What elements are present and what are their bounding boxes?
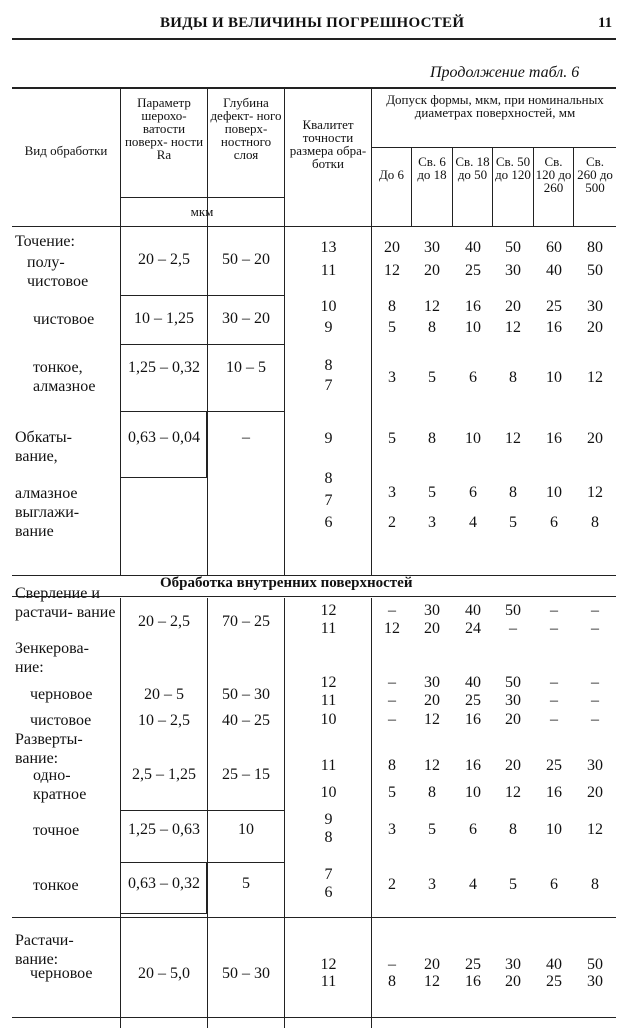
tol-value: – [550, 620, 558, 637]
tol-value: 12 [424, 298, 440, 315]
tol-value: 30 [587, 973, 603, 990]
tol-value: 20 [424, 620, 440, 637]
tol-value: 12 [424, 757, 440, 774]
row-label: чистовое [30, 712, 92, 729]
ra-value: 20 – 5,0 [138, 965, 190, 982]
tol-value: 30 [505, 956, 521, 973]
ra-value: 20 – 5 [144, 686, 184, 703]
tol-value: 50 [587, 956, 603, 973]
tol-value: 5 [388, 319, 396, 336]
grade: 11 [320, 973, 337, 990]
header-ra: Параметр шерохо- ватости поверх- ности Ra [124, 95, 204, 162]
grade: 6 [324, 514, 333, 531]
depth-value: – [242, 429, 250, 446]
tol-value: – [388, 711, 396, 728]
tol-value: 6 [469, 821, 477, 838]
grade: 12 [320, 956, 337, 973]
tol-value: 2 [388, 514, 396, 531]
header-type: Вид обработки [24, 143, 108, 158]
row-label: Зенкерова- ние: [15, 640, 89, 676]
tol-value: 5 [388, 430, 396, 447]
tol-value: – [388, 602, 396, 619]
tol-value: 3 [388, 821, 396, 838]
tol-value: – [550, 692, 558, 709]
depth-value: 50 – 30 [222, 965, 270, 982]
ra-value: 10 – 1,25 [134, 310, 194, 327]
grade: 10 [320, 298, 337, 315]
ra-value: 1,25 – 0,63 [128, 821, 200, 838]
grade: 7 [324, 492, 333, 509]
tol-value: 20 [505, 757, 521, 774]
tol-value: 8 [591, 876, 599, 893]
tol-value: 30 [424, 674, 440, 691]
ra-value: 0,63 – 0,04 [128, 429, 200, 446]
depth-value: 25 – 15 [222, 766, 270, 783]
grade: 8 [324, 470, 333, 487]
cell-box [120, 344, 285, 412]
header-rule [12, 38, 616, 40]
tol-value: – [509, 620, 517, 637]
header-dia: Св. 18 до 50 [455, 154, 490, 182]
row-label: черновое [30, 965, 93, 982]
header-unit: мкм [190, 204, 214, 219]
tol-value: 8 [428, 430, 436, 447]
tol-value: 5 [388, 784, 396, 801]
tol-value: 20 [424, 956, 440, 973]
ra-value: 2,5 – 1,25 [132, 766, 196, 783]
tol-value: 20 [424, 262, 440, 279]
tol-value: 30 [505, 262, 521, 279]
tol-value: – [550, 711, 558, 728]
tol-value: 16 [546, 784, 562, 801]
grade: 11 [320, 620, 337, 637]
tol-value: 25 [546, 973, 562, 990]
tol-value: 12 [424, 711, 440, 728]
row-label: точное [33, 822, 80, 839]
row-label: Разверты- вание: [15, 731, 83, 767]
tol-value: 8 [428, 784, 436, 801]
tol-value: – [388, 956, 396, 973]
tol-value: – [591, 674, 599, 691]
depth-value: 10 – 5 [226, 359, 266, 376]
table-bottom-rule [12, 1017, 616, 1018]
tol-value: 12 [384, 262, 400, 279]
tol-value: 24 [465, 620, 481, 637]
tol-value: – [591, 620, 599, 637]
tol-value: 5 [509, 876, 517, 893]
tol-value: 5 [428, 369, 436, 386]
grade: 7 [324, 377, 333, 394]
tol-value: 16 [465, 757, 481, 774]
tol-value: 8 [388, 298, 396, 315]
ra-value: 0,63 – 0,32 [128, 875, 200, 892]
tol-value: 20 [505, 973, 521, 990]
tol-value: 3 [388, 484, 396, 501]
header-tolerance: Допуск формы, мкм, при номинальных диаметрах поверхностей, мм [386, 92, 604, 120]
table-head-rule [12, 226, 616, 227]
tol-value: 2 [388, 876, 396, 893]
tolerance-rule [371, 147, 616, 148]
table-top-rule [12, 87, 616, 89]
row-label: алмазное выглажи- вание [15, 485, 80, 540]
tol-value: 6 [469, 369, 477, 386]
tol-value: 12 [587, 484, 603, 501]
tol-value: 25 [546, 757, 562, 774]
tol-value: 50 [505, 239, 521, 256]
tol-value: 50 [587, 262, 603, 279]
tol-value: 10 [546, 369, 562, 386]
tol-value: 30 [587, 757, 603, 774]
tol-value: 30 [424, 239, 440, 256]
tol-value: 5 [509, 514, 517, 531]
page-number: 11 [598, 15, 613, 31]
dia-line [411, 147, 412, 226]
grade: 12 [320, 602, 337, 619]
dia-line [573, 147, 574, 226]
tol-value: 40 [546, 956, 562, 973]
tol-value: 5 [428, 484, 436, 501]
tol-value: 12 [505, 430, 521, 447]
tol-value: – [388, 674, 396, 691]
tol-value: 80 [587, 239, 603, 256]
row-label: Растачи- вание: [15, 932, 74, 968]
tol-value: 6 [550, 514, 558, 531]
grade: 9 [324, 319, 333, 336]
grade: 7 [324, 866, 333, 883]
tol-value: 30 [424, 602, 440, 619]
tol-value: 8 [428, 319, 436, 336]
tol-value: 16 [546, 430, 562, 447]
header-grade: Квалитет точности размера обра- ботки [289, 117, 367, 171]
grade: 11 [320, 262, 337, 279]
depth-value: 30 – 20 [222, 310, 270, 327]
tol-value: 40 [465, 239, 481, 256]
row-label: черновое [30, 686, 93, 703]
tol-value: 10 [465, 319, 481, 336]
tol-value: 6 [550, 876, 558, 893]
row-label: полу- чистовое [27, 254, 89, 290]
tol-value: 30 [505, 692, 521, 709]
tol-value: 20 [505, 711, 521, 728]
tol-value: 12 [505, 319, 521, 336]
row-label: Обкаты- вание, [15, 429, 72, 465]
tol-value: 5 [428, 821, 436, 838]
tol-value: 16 [465, 973, 481, 990]
tol-value: 25 [465, 692, 481, 709]
tol-value: 12 [424, 973, 440, 990]
section-rule-mid [12, 917, 616, 918]
tol-value: 6 [469, 484, 477, 501]
continuation-label: Продолжение табл. 6 [430, 64, 580, 81]
tol-value: 12 [587, 369, 603, 386]
dia-line [533, 147, 534, 226]
header-dia: Св. 6 до 18 [417, 154, 447, 182]
tol-value: 4 [469, 514, 477, 531]
tol-value: – [550, 674, 558, 691]
row-label: Сверление и растачи- вание [15, 585, 116, 621]
tol-value: 16 [465, 711, 481, 728]
tol-value: 4 [469, 876, 477, 893]
tol-value: 8 [509, 821, 517, 838]
tol-value: 10 [546, 484, 562, 501]
tol-value: 8 [509, 484, 517, 501]
tol-value: – [591, 692, 599, 709]
running-title: ВИДЫ И ВЕЛИЧИНЫ ПОГРЕШНОСТЕЙ [160, 15, 465, 31]
tol-value: 16 [465, 298, 481, 315]
tol-value: 25 [465, 262, 481, 279]
ra-value: 20 – 2,5 [138, 251, 190, 268]
depth-value: 10 [238, 821, 254, 838]
ra-value: 10 – 2,5 [138, 712, 190, 729]
depth-value: 40 – 25 [222, 712, 270, 729]
tol-value: 40 [465, 674, 481, 691]
tol-value: 12 [587, 821, 603, 838]
grade: 11 [320, 757, 337, 774]
tol-value: 20 [587, 784, 603, 801]
grade: 12 [320, 674, 337, 691]
tol-value: – [591, 711, 599, 728]
tol-value: – [591, 602, 599, 619]
header-dia: До 6 [378, 167, 405, 182]
tol-value: 30 [587, 298, 603, 315]
grade: 10 [320, 711, 337, 728]
section-title: Обработка внутренних поверхностей [160, 575, 413, 591]
header-dia: Св. 50 до 120 [495, 154, 531, 182]
tol-value: 3 [428, 514, 436, 531]
row-label: тонкое, алмазное [33, 359, 96, 395]
grade: 6 [324, 884, 333, 901]
ra-value: 20 – 2,5 [138, 613, 190, 630]
depth-value: 70 – 25 [222, 613, 270, 630]
tol-value: 10 [465, 784, 481, 801]
header-dia: Св. 260 до 500 [577, 154, 613, 195]
tol-value: 12 [384, 620, 400, 637]
tol-value: 20 [505, 298, 521, 315]
tol-value: 25 [465, 956, 481, 973]
header-dia: Св. 120 до 260 [535, 154, 572, 195]
tol-value: 12 [505, 784, 521, 801]
tol-value: 20 [587, 430, 603, 447]
row-label: чистовое [33, 311, 95, 328]
ra-value: 1,25 – 0,32 [128, 359, 200, 376]
unit-rule [120, 197, 284, 198]
tol-value: 3 [428, 876, 436, 893]
grade: 9 [324, 430, 333, 447]
grade: 9 [324, 811, 333, 828]
grade: 8 [324, 829, 333, 846]
tol-value: 40 [465, 602, 481, 619]
row-label: Точение: [15, 233, 75, 250]
depth-value: 5 [242, 875, 250, 892]
grade: 11 [320, 692, 337, 709]
tol-value: 60 [546, 239, 562, 256]
dia-line [492, 147, 493, 226]
tol-value: – [550, 602, 558, 619]
row-label: одно- кратное [33, 767, 87, 803]
tol-value: 20 [384, 239, 400, 256]
tol-value: 8 [388, 973, 396, 990]
tol-value: 3 [388, 369, 396, 386]
tol-value: – [388, 692, 396, 709]
tol-value: 20 [424, 692, 440, 709]
tol-value: 50 [505, 674, 521, 691]
header-depth: Глубина дефект- ного поверх- ностного слоя [210, 95, 282, 162]
tol-value: 8 [388, 757, 396, 774]
tol-value: 10 [546, 821, 562, 838]
depth-value: 50 – 20 [222, 251, 270, 268]
depth-value: 50 – 30 [222, 686, 270, 703]
dia-line [452, 147, 453, 226]
row-label: тонкое [33, 877, 79, 894]
tol-value: 10 [465, 430, 481, 447]
grade: 10 [320, 784, 337, 801]
grade: 13 [320, 239, 337, 256]
tol-value: 20 [587, 319, 603, 336]
grade: 8 [324, 357, 333, 374]
tol-value: 50 [505, 602, 521, 619]
tol-value: 40 [546, 262, 562, 279]
tol-value: 25 [546, 298, 562, 315]
tol-value: 16 [546, 319, 562, 336]
tol-value: 8 [509, 369, 517, 386]
tol-value: 8 [591, 514, 599, 531]
